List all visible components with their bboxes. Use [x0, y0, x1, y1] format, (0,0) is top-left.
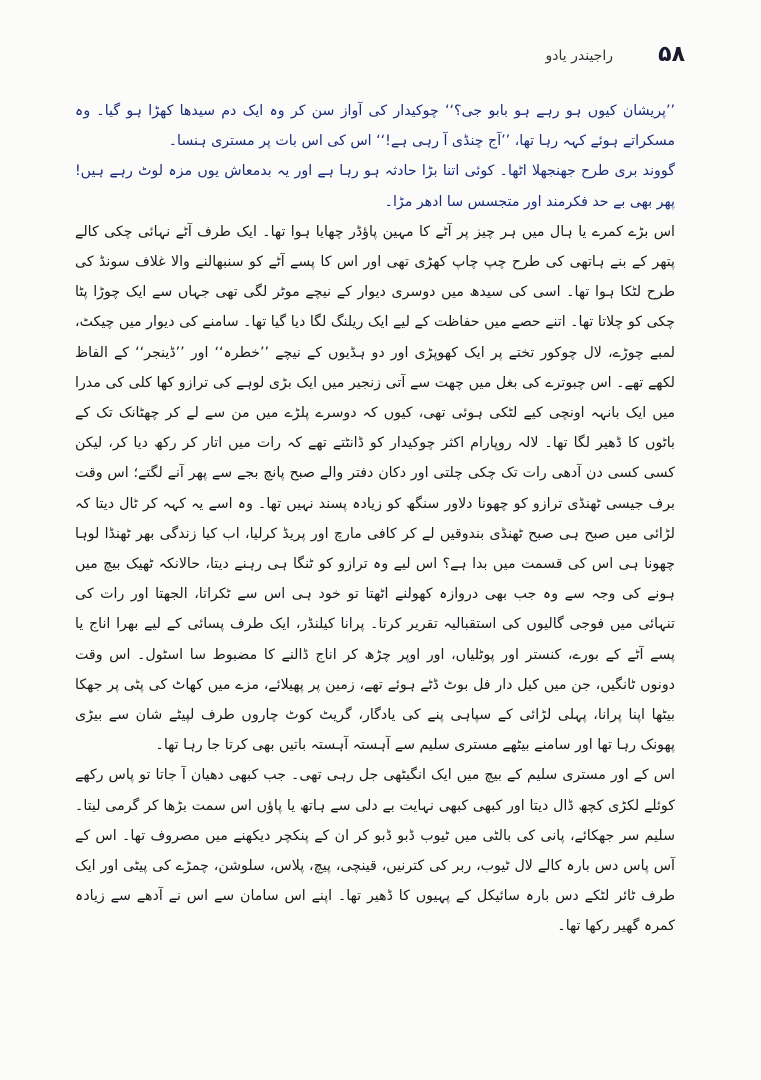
page-number: ۵۸	[658, 42, 685, 67]
page-header	[470, 40, 685, 80]
paragraph: اس کے اور مستری سلیم کے بیچ میں ایک انگیٹھی جل رہی تھی۔ جب کبھی دھیان آ جاتا تو پاس رکھے کوئلے لکڑی کچھ ڈال دیتا اور کبھی کبھی نہایت بے دلی سے ہاتھ یا پاؤں اس سمت بڑھا کر گرمی لیتا۔ سلیم سر جھکائے، پانی کی بالٹی میں ٹیوب ڈبو ڈبو کر ان کے پنکچر دیکھنے میں مصروف تھا۔ اس کے آس پاس دس بارہ کالے لال ٹیوب، ربر کی کترنیں، قینچی، پیچ، پلاس، سلوشن، چمڑے کی پیٹی اور ایک طرف ٹائر لٹکے دس بارہ سائیکل کے پہیوں کا ڈھیر تھا۔ اپنے اس سامان سے اس نے آدھے سے زیادہ کمرہ گھیر رکھا تھا۔	[75, 767, 675, 935]
body-text	[75, 96, 675, 942]
paragraph: گووند بری طرح جھنجھلا اٹھا۔ کوئی اتنا بڑا حادثہ ہو رہا ہے اور یہ بدمعاش یوں مزہ لوٹ رہے ہیں! پھر بھی بے حد فکرمند اور متجسس سا ادھر مڑا۔	[75, 163, 675, 210]
paragraph: اس بڑے کمرے یا ہال میں ہر چیز پر آٹے کا مہین پاؤڈر چھایا ہوا تھا۔ ایک طرف آٹے نہائی چکی کالے پتھر کے بنے ہاتھی کی طرح چپ چاپ کھڑی تھی اور اس کا پسے آٹے کو سنبھالنے والا غلاف سونڈ کی طرح لٹکا ہوا تھا۔ اسی کی سیدھ میں دوسری دیوار کے نیچے موٹر لگی تھی جہاں سے ایک چوڑا پٹا چکی کو چلاتا تھا۔ اتنے حصے میں حفاظت کے لیے ایک ریلنگ لگا دیا گیا تھا۔ سامنے کی دیوار میں چیکٹ، لمبے چوڑے، لال چوکور تختے پر ایک کھوپڑی اور دو ہڈیوں کے نیچے ’’خطرہ‘‘ اور ’’ڈینجر‘‘ کے الفاظ لکھے تھے۔ اس چبوترے کی بغل میں چھت سے آتی زنجیر میں ایک بڑی لوہے کی ترازو کھا کلی کی مدرا میں ایک بانہہ اونچی کیے لٹکی ہوئی تھی، کیوں کہ دوسرے پلڑے میں من سے لے کر چھٹانک تک کے باٹوں کا ڈھیر لگا تھا۔ لالہ روپارام اکثر چوکیدار کو ڈانٹتے تھے کہ رات میں اتار کر رکھ دیا کر، لیکن کسی کسی دن آدھی رات تک چکی چلتی اور دکان دفتر والے صبح پانچ بجے سے پھر آنے لگتے؛ اس وقت برف جیسی ٹھنڈی ترازو کو چھونا دلاور سنگھ کو زیادہ پسند نہیں تھا۔ وہ اسے یہ کہہ کر ٹال دیتا کہ لڑائی میں صبح ہی صبح ٹھنڈی بندوقیں لے کر کافی مارچ اور پریڈ کرلیا، اب کیا زندگی بھر ٹھنڈا لوہا چھونا ہی اس کی قسمت میں بدا ہے؟ اس لیے وہ ترازو کو ٹنگا ہی رہنے دیتا، حالانکہ ٹھیک بیچ میں ہونے کی وجہ سے وہ جب بھی دروازہ کھولنے اٹھتا تو خود ہی اس سے ٹکراتا، الجھتا اور رات کی تنہائی میں فوجی گالیوں کی استقبالیہ تقریر کرتا۔ پرانا کیلنڈر، ایک طرف پسائی کے لیے بھرا اناج یا پسے آٹے کے بورے، کنستر اور پوٹلیاں، اور اوپر چڑھ کر اناج ڈالنے کا مضبوط سا اسٹول۔ اس وقت دونوں ٹانگیں، جن میں کیل دار فل بوٹ ڈٹے ہوئے تھے، زمین پر پھیلائے، مزے میں کھاٹ کی پٹی پر جھکا بیٹھا اپنا پرانا، پہلی لڑائی کے سپاہی پنے کی یادگار، گریٹ کوٹ چاروں طرف لپیٹے شان سے بیڑی پھونک رہا تھا اور سامنے بیٹھے مستری سلیم سے آہستہ آہستہ باتیں بھی کرتا جا رہا تھا۔	[75, 223, 675, 754]
running-title: راجیندر یادو	[545, 48, 613, 64]
paragraph: ’’پریشان کیوں ہو رہے ہو بابو جی؟‘‘ چوکیدار کی آواز سن کر وہ ایک دم سیدھا کھڑا ہو گیا۔ وہ مسکراتے ہوئے کہہ رہا تھا، ’’آج چنڈی آ رہی ہے!‘‘ اس کی اس بات پر مستری ہنسا۔	[75, 103, 675, 150]
